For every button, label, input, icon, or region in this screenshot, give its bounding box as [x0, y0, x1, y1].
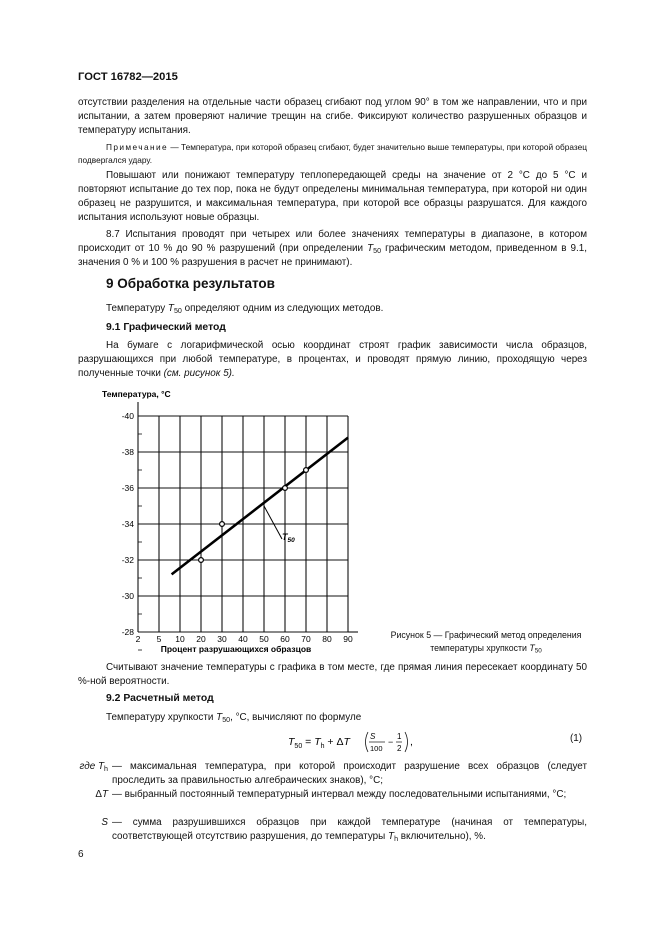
section-9-intro: Температуру $T_{50}$ определяют одним из следующих методов. [106, 303, 384, 315]
para-9-2-part-b: , °С, вычисляют по формуле [230, 712, 362, 723]
chart-y-ticks [122, 411, 135, 637]
x-tick-label: 80 [322, 634, 332, 644]
y-tick-label: -34 [121, 519, 134, 529]
y-tick-label: -28 [121, 627, 134, 637]
data-point [199, 558, 204, 563]
legend-s-desc: — сумма разрушившихся образцов при каждой температуре (начиная от температуры, соответствующей отсутствию разрушения, до температуры $T_h$ включительно), %. [112, 817, 587, 843]
svg-text:T50 = Th + ΔT: $T_{50} = T_h + \Delta T$ [288, 736, 350, 750]
x-tick-label: 20 [196, 634, 206, 644]
x-tick-label: 90 [343, 634, 353, 644]
subsection-9-1-title: 9.1 Графический метод [106, 322, 226, 333]
annotation-label: $T_{50}$ [282, 532, 295, 544]
x-tick-label: 70 [301, 634, 311, 644]
intro-part-b: определяют одним из следующих методов. [181, 303, 384, 314]
chart-x-ticks [136, 634, 353, 644]
figure-5-chart [100, 380, 365, 660]
paragraph-8-7: 8.7 Испытания проводят при четырех или более значениях температуры в диапазоне, в котором происходит от 10 % до 90 % разрушений (при определении $T_{50}$ графическим методом, приведенном в 9.1, значения 0 % и 100 % разрушения в расчет не принимают). [78, 229, 587, 268]
figure-reference: (см. рисунок 5). [163, 368, 235, 379]
formula-number: (1) [570, 733, 583, 744]
figure-5-caption: Рисунок 5 — Графический метод определения температуры хрупкости $T_{50}$ [390, 630, 582, 655]
chart-annotation [264, 506, 295, 544]
paragraph-read-value: Считывают значение температуры с графика в том месте, где прямая линия пересекает координату 50 %-ной вероятности. [78, 662, 587, 687]
section-9-title: 9 Обработка результатов [106, 276, 275, 291]
data-point [220, 522, 225, 527]
svg-text:,: , [410, 736, 413, 748]
svg-text:−: − [388, 737, 394, 747]
data-point [283, 486, 288, 491]
note-label: Примечание [106, 142, 169, 152]
data-point [304, 468, 309, 473]
x-tick-label: 30 [217, 634, 227, 644]
paragraph-9-1 [78, 339, 587, 381]
formula-graphic [288, 729, 418, 755]
x-tick-label: 50 [259, 634, 269, 644]
para-8-7-part-b: графическим методом, приведенном в 9.1, значения 0 % и 100 % разрушения в расчет не принимают). [78, 243, 587, 268]
annotation-leader [264, 506, 282, 539]
chart-ylabel: Температура, °С [102, 389, 171, 399]
chart-fit-line-group [172, 438, 348, 575]
y-tick-label: -32 [121, 555, 134, 565]
x-tick-label: 5 [156, 634, 162, 644]
paragraph-temperature-change: Повышают или понижают температуру теплопередающей среды на значение от 2 °С до 5 °С и повторяют испытание до тех пор, пока не будут определены минимальная температура, при которой ни один образец не разрушится, и максимальная температура, при которой все образцы разрушатся. Для каждого испытания используют новые образцы. [78, 170, 587, 223]
svg-text:2: 2 [397, 744, 402, 753]
x-tick-label: 10 [175, 634, 185, 644]
caption-text: Рисунок 5 — Графический метод определения температуры хрупкости [390, 630, 582, 653]
chart-grid [135, 402, 358, 650]
formula-1 [288, 729, 418, 762]
formula-legend: где $T_h$ — максимальная температура, при которой происходит разрушение всех образцов (следует проследить за правильностью алгебраических знаков), °С; ΔT — выбранный постоянный температурный интервал между последовательными испытаниями, °С; S — сумма разрушившихся образцов при каждой температуре (начиная от температуры, соответствующей отсутствию разрушения, до температуры $T_h$ включительно), %. [79, 761, 587, 843]
y-tick-label: -30 [121, 591, 134, 601]
subsection-9-2-title: 9.2 Расчетный метод [106, 693, 214, 704]
chart-xlabel: Процент разрушающихся образцов [160, 644, 312, 654]
intro-part-a: Температуру [106, 303, 168, 314]
paragraph-continuation: отсутствии разделения на отдельные части образец сгибают под углом 90° в том же направлении, что и при испытании, а затем проверяют наличие трещин на сгибе. Фиксируют количество разрушенных образцов и температуру испытания. [78, 97, 587, 136]
svg-text:1: 1 [397, 732, 402, 741]
x-tick-label: 2 [135, 634, 141, 644]
chart-fit-line [172, 438, 348, 575]
para-9-1-part-a: На бумаге с логарифмической осью координат строят график зависимости числа образцов, разрушающихся при любой температуре, в процентах, и проводят прямую линию, проходящую через полученные точки [78, 340, 587, 379]
legend-th-desc: — максимальная температура, при которой происходит разрушение всех образцов (следует проследить за правильностью алгебраических знаков), °С; [112, 761, 587, 786]
page-number: 6 [78, 849, 84, 860]
note-text: — Температура, при которой образец сгибают, будет значительно выше температуры, при которой образец подвергался удару. [78, 142, 587, 165]
y-tick-label: -38 [121, 447, 134, 457]
legend-delta-t-desc: — выбранный постоянный температурный интервал между последовательными испытаниями, °С; [112, 789, 567, 800]
x-tick-label: 40 [238, 634, 248, 644]
note [78, 141, 587, 166]
x-tick-label: 60 [280, 634, 290, 644]
para-9-2-part-a: Температуру хрупкости [106, 712, 217, 723]
paragraph-9-2: Температуру хрупкости $T_{50}$, °С, вычисляют по формуле [106, 712, 362, 724]
para-8-7-part-a: 8.7 Испытания проводят при четырех или более значениях температуры в диапазоне, в котором происходит от 10 % до 90 % разрушений (при определении [78, 229, 587, 254]
document-header: ГОСТ 16782—2015 [78, 71, 178, 83]
svg-text:100: 100 [370, 744, 383, 753]
svg-text:S: S [370, 732, 376, 741]
y-tick-label: -40 [121, 411, 134, 421]
y-tick-label: -36 [121, 483, 134, 493]
